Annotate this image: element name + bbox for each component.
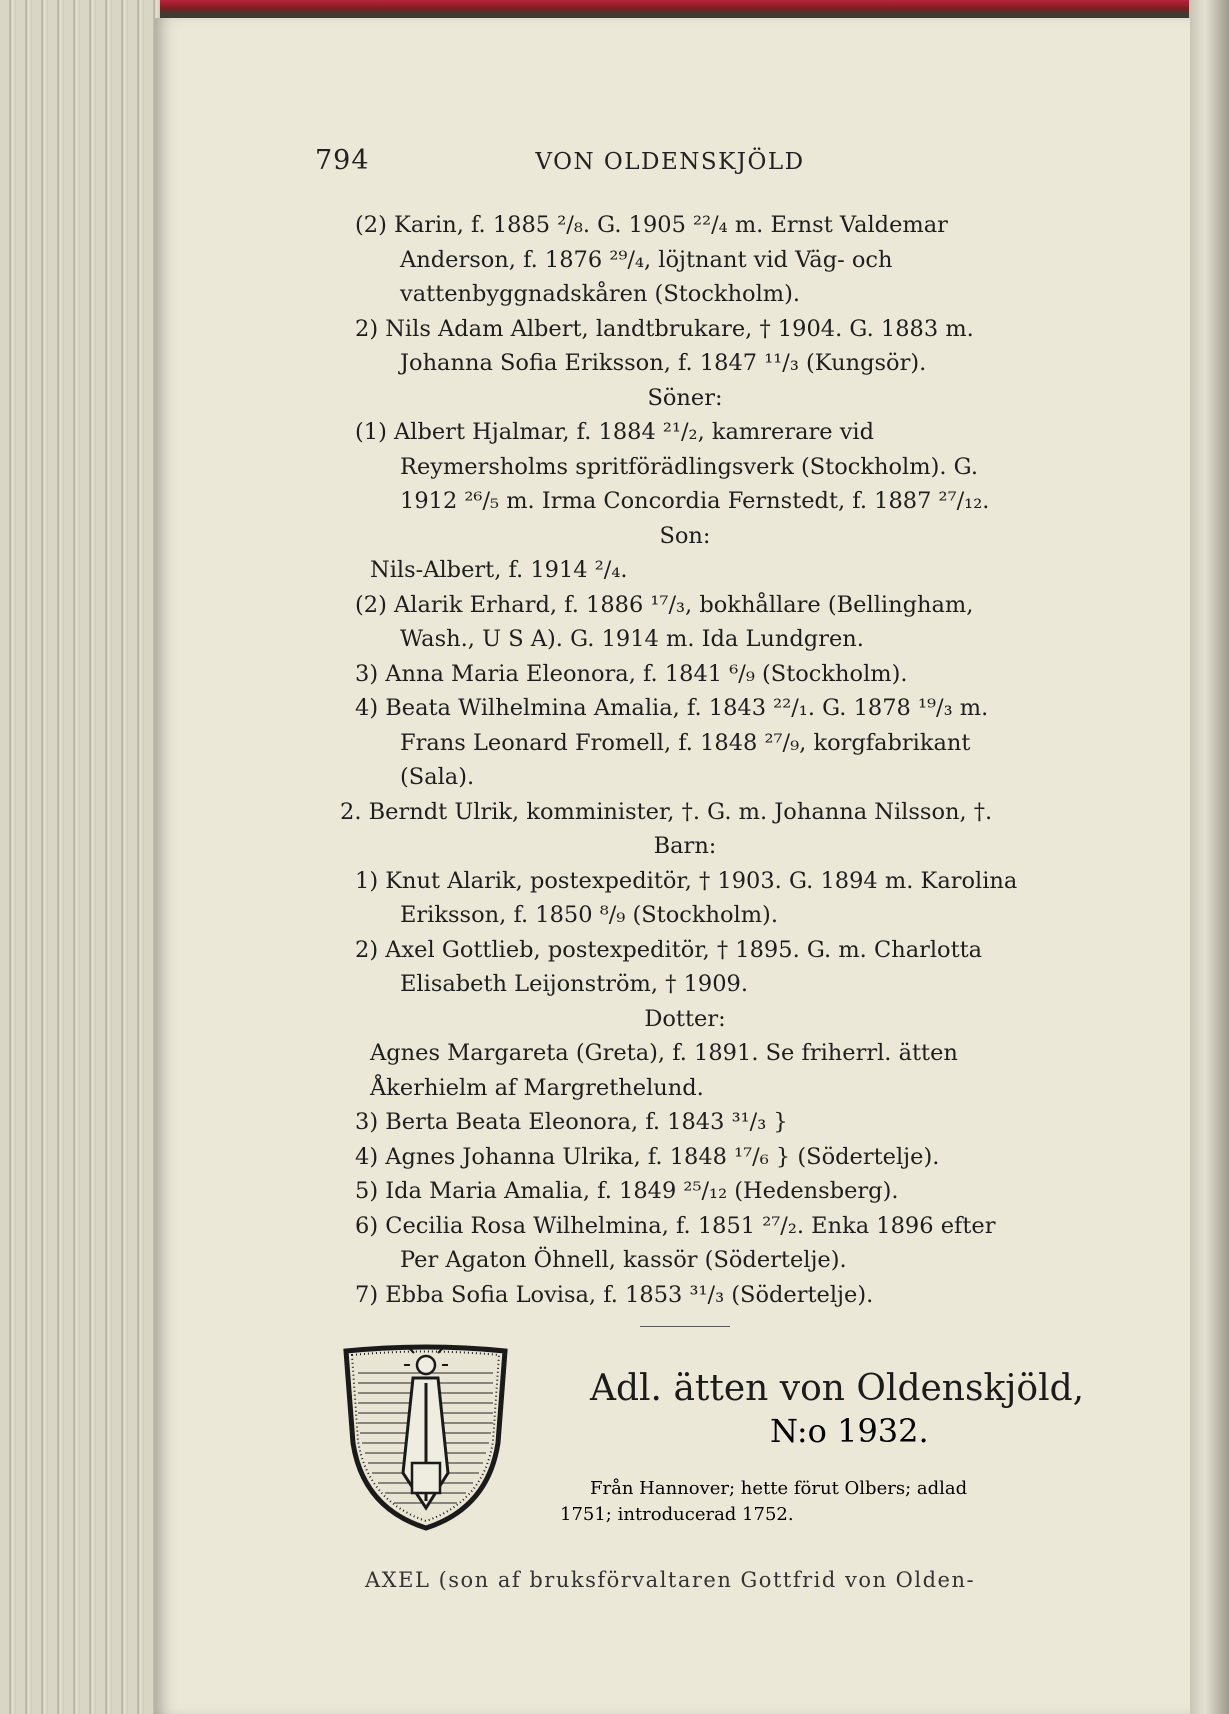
origin-line-2: 1751; introducerad 1752. xyxy=(560,1504,794,1525)
entry-cecilia-rosa-wilhelmina: 6) Cecilia Rosa Wilhelmina, f. 1851 ²⁷/₂. Enka 1896 efter Per Agaton Öhnell, kassör (Södertelje). xyxy=(355,1212,996,1273)
book-top-edge xyxy=(0,0,1229,14)
entry-knut-alarik: 1) Knut Alarik, postexpeditör, † 1903. G. 1894 m. Karolina Eriksson, f. 1850 ⁸/₉ (Stockholm). xyxy=(355,867,1018,928)
entry-albert-hjalmar: (1) Albert Hjalmar, f. 1884 ²¹/₂, kamrerare vid Reymersholms spritförädlingsverk (Stockholm). G. 1912 ²⁶/₅ m. Irma Concordia Fernstedt, f. 1887 ²⁷/₁₂. xyxy=(355,419,990,514)
heading-barn: Barn: xyxy=(653,833,717,859)
section-title-text: Adl. ätten von Oldenskjöld, xyxy=(590,1368,1085,1409)
entry-ebba-sofia-lovisa: 7) Ebba Sofia Lovisa, f. 1853 ³¹/₃ (Södertelje). xyxy=(355,1281,874,1308)
running-head: VON OLDENSKJÖLD xyxy=(535,149,805,175)
entry-beata-wilhelmina-amalia: 4) Beata Wilhelmina Amalia, f. 1843 ²²/₁. G. 1878 ¹⁹/₃ m. Frans Leonard Fromell, f. 1848 ²⁷/₉, korgfabrikant (Sala). xyxy=(355,695,989,790)
entry-karin: (2) Karin, f. 1885 ²/₈. G. 1905 ²²/₄ m. Ernst Valdemar Anderson, f. 1876 ²⁹/₄, löjtnant vid Väg- och vattenbyggnadskåren (Stockholm). xyxy=(355,212,948,307)
section-origin xyxy=(560,1476,1100,1528)
entry-nils-adam-albert: 2) Nils Adam Albert, landtbrukare, † 1904. G. 1883 m. Johanna Sofia Eriksson, f. 1847 ¹¹/₃ (Kungsör). xyxy=(355,315,974,376)
page-number: 794 xyxy=(315,145,370,176)
entry-ida-maria-amalia: 5) Ida Maria Amalia, f. 1849 ²⁵/₁₂ (Hedensberg). xyxy=(355,1178,899,1204)
entry-berta-beata-eleonora: 3) Berta Beata Eleonora, f. 1843 ³¹/₃ } xyxy=(355,1109,788,1135)
coat-of-arms-icon xyxy=(338,1343,513,1533)
section-number: N:o 1932. xyxy=(770,1412,929,1450)
entry-agnes-margareta: Agnes Margareta (Greta), f. 1891. Se friherrl. ätten Åkerhielm af Margrethelund. xyxy=(370,1040,958,1101)
entry-axel-gottlieb: 2) Axel Gottlieb, postexpeditör, † 1895. G. m. Charlotta Elisabeth Leijonström, † 1909. xyxy=(355,936,983,997)
continuation-line: AXEL (son af bruksförvaltaren Gottfrid von Olden- xyxy=(365,1568,976,1592)
heading-soner: Söner: xyxy=(647,384,723,411)
origin-line-1: Från Hannover; hette förut Olbers; adlad xyxy=(590,1478,968,1499)
page-header xyxy=(315,145,1015,185)
entry-anna-maria-eleonora: 3) Anna Maria Eleonora, f. 1841 ⁶/₉ (Stockholm). xyxy=(355,660,908,687)
heading-dotter: Dotter: xyxy=(644,1005,726,1032)
page-edges-left xyxy=(0,0,160,1714)
entry-nils-albert: Nils-Albert, f. 1914 ²/₄. xyxy=(370,557,628,583)
heading-son: Son: xyxy=(659,522,711,549)
entry-alarik-erhard: (2) Alarik Erhard, f. 1886 ¹⁷/₃, bokhållare (Bellingham, Wash., U S A). G. 1914 m. Ida Lundgren. xyxy=(355,591,974,652)
section-title xyxy=(590,1368,1229,1409)
genealogy-text xyxy=(340,208,1030,1337)
section-divider xyxy=(640,1326,730,1327)
page-edges-right xyxy=(1189,0,1229,1714)
entry-berndt-ulrik: 2. Berndt Ulrik, komminister, †. G. m. Johanna Nilsson, †. xyxy=(340,798,993,825)
entry-agnes-johanna-ulrika: 4) Agnes Johanna Ulrika, f. 1848 ¹⁷/₆ } (Södertelje). xyxy=(355,1143,940,1170)
